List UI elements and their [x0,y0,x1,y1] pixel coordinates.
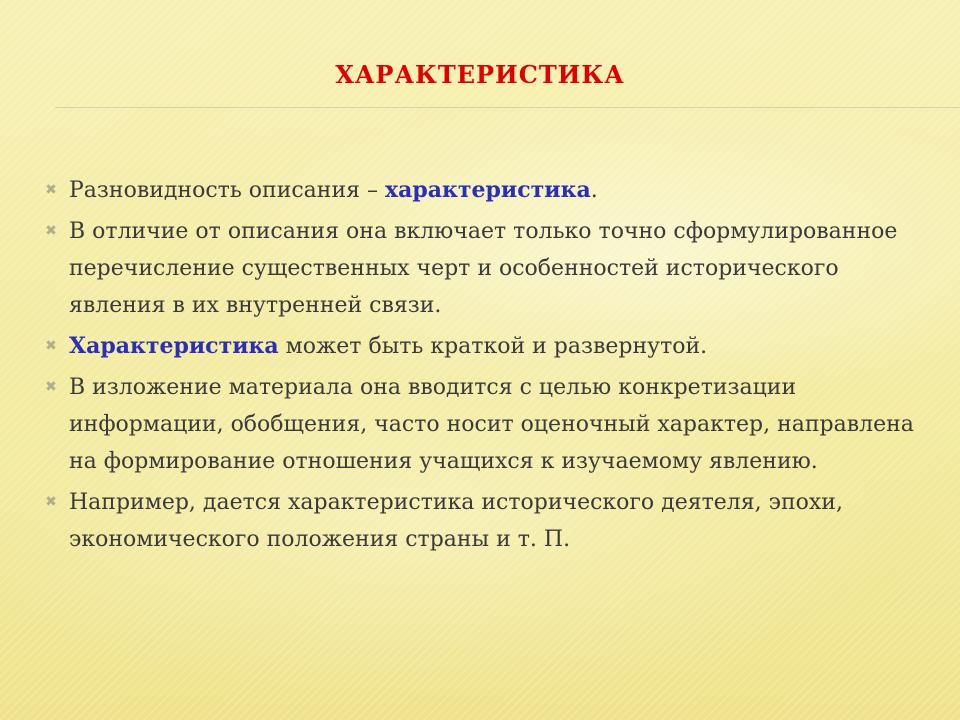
item-text: Разновидность описания – [69,178,385,203]
x-mark-bullet-icon: ✖ [45,223,57,239]
item-text: может быть краткой и развернутой. [278,334,708,359]
list-item [42,328,942,365]
item-text-end: . [590,178,598,203]
item-text: Например, дается характеристика исторического деятеля, эпохи, экономического положения страны и т. П. [69,490,843,552]
item-text: В отличие от описания она включает только точно сформулированное перечисление существенных черт и особенностей исторического явления в их внутренней связи. [69,219,898,318]
item-highlight: характеристика [385,177,591,203]
slide-title: ХАРАКТЕРИСТИКА [335,60,625,89]
bullet-list [42,172,942,562]
x-mark-bullet-icon: ✖ [45,182,57,198]
list-item [42,369,942,480]
item-highlight: Характеристика [69,333,279,359]
x-mark-bullet-icon: ✖ [45,379,57,395]
list-item [42,172,942,209]
list-item [42,213,942,324]
x-mark-bullet-icon: ✖ [45,494,57,510]
x-mark-bullet-icon: ✖ [45,338,57,354]
title-divider [55,107,960,108]
item-text: В изложение материала она вводится с целью конкретизации информации, обобщения, часто носит оценочный характер, направлена на формирование отношения учащихся к изучаемому явлению. [69,375,914,474]
list-item [42,484,942,558]
